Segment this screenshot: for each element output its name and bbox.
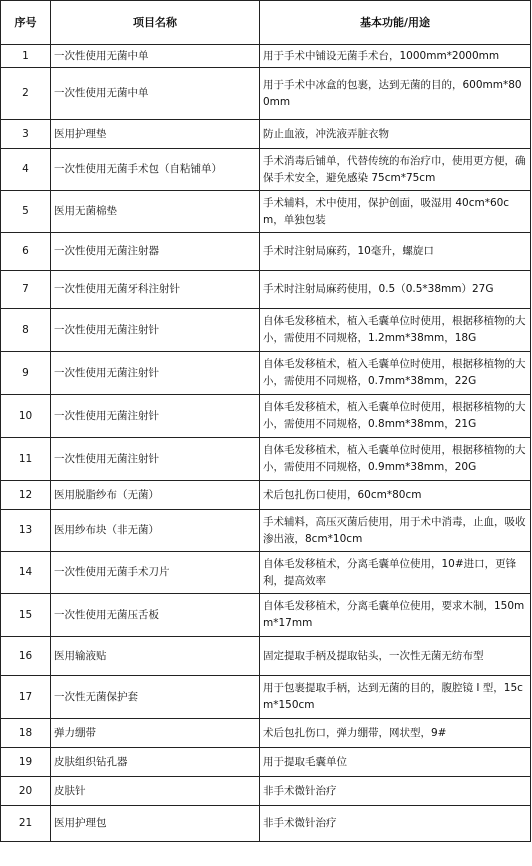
table-row: [1, 594, 531, 637]
table-row: [1, 719, 531, 748]
table-row: [1, 676, 531, 719]
row-num: 7: [1, 271, 51, 309]
table-row: [1, 120, 531, 149]
row-name: 医用脱脂纱布（无菌）: [51, 481, 260, 510]
row-name: 一次性使用无菌手术包（自粘铺单）: [51, 149, 260, 191]
table-row: [1, 191, 531, 233]
row-name: 皮肤组织钻孔器: [51, 748, 260, 777]
row-name: 医用输液贴: [51, 637, 260, 676]
row-name: 医用护理包: [51, 806, 260, 842]
row-num: 3: [1, 120, 51, 149]
row-func: 用于手术中冰盒的包裹，达到无菌的目的，600mm*800mm: [260, 68, 531, 120]
row-func: 手术辅料，术中使用，保护创面，吸湿用 40cm*60cm，单独包装: [260, 191, 531, 233]
table-row: [1, 777, 531, 806]
row-func: 自体毛发移植术，分离毛囊单位使用，10#进口，更锋利，提高效率: [260, 552, 531, 594]
row-name: 医用护理垫: [51, 120, 260, 149]
row-func: 防止血液，冲洗液弄脏衣物: [260, 120, 531, 149]
table-row: [1, 510, 531, 552]
row-func: 用于提取毛囊单位: [260, 748, 531, 777]
row-func: 手术时注射局麻药使用，0.5（0.5*38mm）27G: [260, 271, 531, 309]
row-func: 非手术微针治疗: [260, 777, 531, 806]
row-name: 一次性使用无菌注射针: [51, 352, 260, 395]
row-num: 1: [1, 45, 51, 68]
table-row: [1, 395, 531, 438]
row-name: 一次性使用无菌注射针: [51, 438, 260, 481]
table-row: [1, 637, 531, 676]
row-name: 一次性无菌保护套: [51, 676, 260, 719]
table-row: [1, 748, 531, 777]
row-num: 15: [1, 594, 51, 637]
row-num: 2: [1, 68, 51, 120]
table-row: [1, 68, 531, 120]
row-num: 11: [1, 438, 51, 481]
row-name: 弹力绷带: [51, 719, 260, 748]
table-row: [1, 481, 531, 510]
row-num: 9: [1, 352, 51, 395]
row-func: 手术消毒后铺单，代替传统的布治疗巾，使用更方便，确保手术安全，避免感染 75cm*75cm: [260, 149, 531, 191]
row-name: 一次性使用无菌中单: [51, 45, 260, 68]
header-num: 序号: [1, 1, 51, 45]
row-num: 14: [1, 552, 51, 594]
row-func: 自体毛发移植术，植入毛囊单位时使用，根据移植物的大小，需使用不同规格，0.7mm*38mm，22G: [260, 352, 531, 395]
row-name: 一次性使用无菌手术刀片: [51, 552, 260, 594]
row-func: 术后包扎伤口，弹力绷带，网状型，9#: [260, 719, 531, 748]
row-name: 皮肤针: [51, 777, 260, 806]
row-func: 自体毛发移植术，分离毛囊单位使用，要求木制，150mm*17mm: [260, 594, 531, 637]
row-num: 4: [1, 149, 51, 191]
header-name: 项目名称: [51, 1, 260, 45]
row-name: 一次性使用无菌压舌板: [51, 594, 260, 637]
table-row: [1, 233, 531, 271]
row-name: 一次性使用无菌牙科注射针: [51, 271, 260, 309]
row-num: 16: [1, 637, 51, 676]
row-num: 20: [1, 777, 51, 806]
row-name: 一次性使用无菌注射针: [51, 309, 260, 352]
row-num: 17: [1, 676, 51, 719]
table-row: [1, 45, 531, 68]
table-row: [1, 806, 531, 842]
row-name: 医用无菌棉垫: [51, 191, 260, 233]
row-func: 自体毛发移植术，植入毛囊单位时使用，根据移植物的大小，需使用不同规格，0.9mm*38mm，20G: [260, 438, 531, 481]
row-num: 6: [1, 233, 51, 271]
row-num: 21: [1, 806, 51, 842]
row-func: 自体毛发移植术，植入毛囊单位时使用，根据移植物的大小，需使用不同规格，0.8mm*38mm，21G: [260, 395, 531, 438]
row-num: 8: [1, 309, 51, 352]
row-num: 10: [1, 395, 51, 438]
row-func: 用于包裹提取手柄，达到无菌的目的，腹腔镜 I 型，15cm*150cm: [260, 676, 531, 719]
row-num: 5: [1, 191, 51, 233]
row-num: 19: [1, 748, 51, 777]
row-num: 13: [1, 510, 51, 552]
row-func: 用于手术中铺设无菌手术台，1000mm*2000mm: [260, 45, 531, 68]
row-num: 12: [1, 481, 51, 510]
row-func: 自体毛发移植术，植入毛囊单位时使用，根据移植物的大小，需使用不同规格，1.2mm*38mm，18G: [260, 309, 531, 352]
row-name: 一次性使用无菌注射器: [51, 233, 260, 271]
row-func: 手术时注射局麻药，10毫升，螺旋口: [260, 233, 531, 271]
row-name: 一次性使用无菌中单: [51, 68, 260, 120]
table-row: [1, 309, 531, 352]
table-row: [1, 352, 531, 395]
row-name: 医用纱布块（非无菌）: [51, 510, 260, 552]
row-name: 一次性使用无菌注射针: [51, 395, 260, 438]
table-row: [1, 149, 531, 191]
row-func: 非手术微针治疗: [260, 806, 531, 842]
header-func: 基本功能/用途: [260, 1, 531, 45]
header-row: [1, 1, 531, 45]
table-row: [1, 552, 531, 594]
row-func: 手术辅料，高压灭菌后使用，用于术中消毒，止血，吸收渗出液，8cm*10cm: [260, 510, 531, 552]
table-row: [1, 271, 531, 309]
row-func: 固定提取手柄及提取钻头，一次性无菌无纺布型: [260, 637, 531, 676]
row-func: 术后包扎伤口使用，60cm*80cm: [260, 481, 531, 510]
table-row: [1, 438, 531, 481]
row-num: 18: [1, 719, 51, 748]
